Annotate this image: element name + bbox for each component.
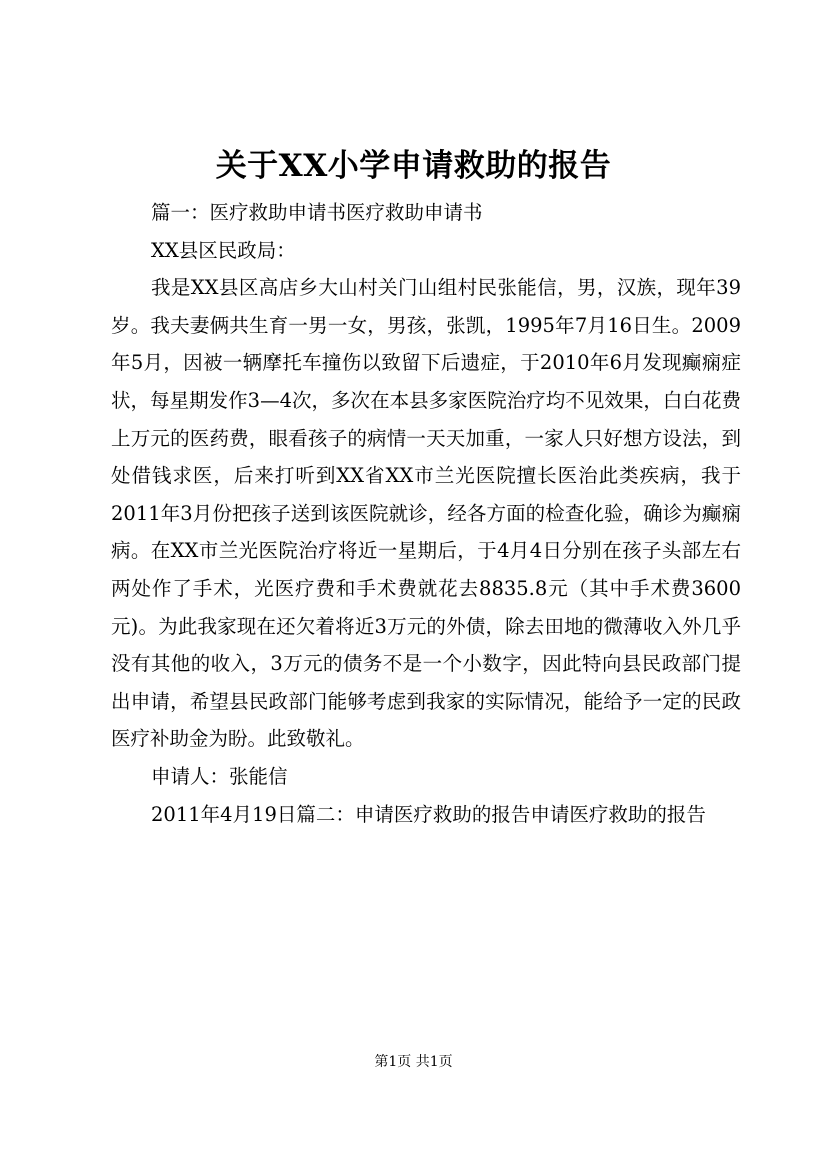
document-title: 关于XX小学申请救助的报告 xyxy=(215,148,612,184)
page-number-footer: 第1页 共1页 xyxy=(374,1054,453,1070)
paragraph-applicant: 申请人：张能信 xyxy=(151,764,288,788)
paragraph-section-heading: 篇一：医疗救助申请书医疗救助申请书 xyxy=(151,201,483,224)
document-body xyxy=(111,194,741,833)
paragraph-date-and-section-two: 2011年4月19日篇二：申请医疗救助的报告申请医疗救助的报告 xyxy=(151,802,706,826)
paragraph-recipient: XX县区民政局： xyxy=(151,238,296,262)
paragraph-main-body: 我是XX县区高店乡大山村关门山组村民张能信，男，汉族，现年39岁。我夫妻俩共生育一男一女，男孩，张凯，1995年7月16日生。2009年5月，因被一辆摩托车撞伤以致留下后遗症，于2010年6月发现癫痫症状，每星期发作3—4次，多次在本县多家医院治疗均不见效果，白白花费上万元的医药费，眼看孩子的病情一天天加重，一家人只好想方设法，到处借钱求医，后来打听到XX省XX市兰光医院擅长医治此类疾病，我于2011年3月份把孩子送到该医院就诊，经各方面的检查化验，确诊为癫痫病。在XX市兰光医院治疗将近一星期后，于4月4日分别在孩子头部左右两处作了手术，光医疗费和手术费就花去8835.8元（其中手术费3600元)。为此我家现在还欠着将近3万元的外债，除去田地的微薄收入外几乎没有其他的收入，3万元的债务不是一个小数字，因此特向县民政部门提出申请，希望县民政部门能够考虑到我家的实际情况，能给予一定的民政医疗补助金为盼。此致敬礼。 xyxy=(111,276,741,751)
